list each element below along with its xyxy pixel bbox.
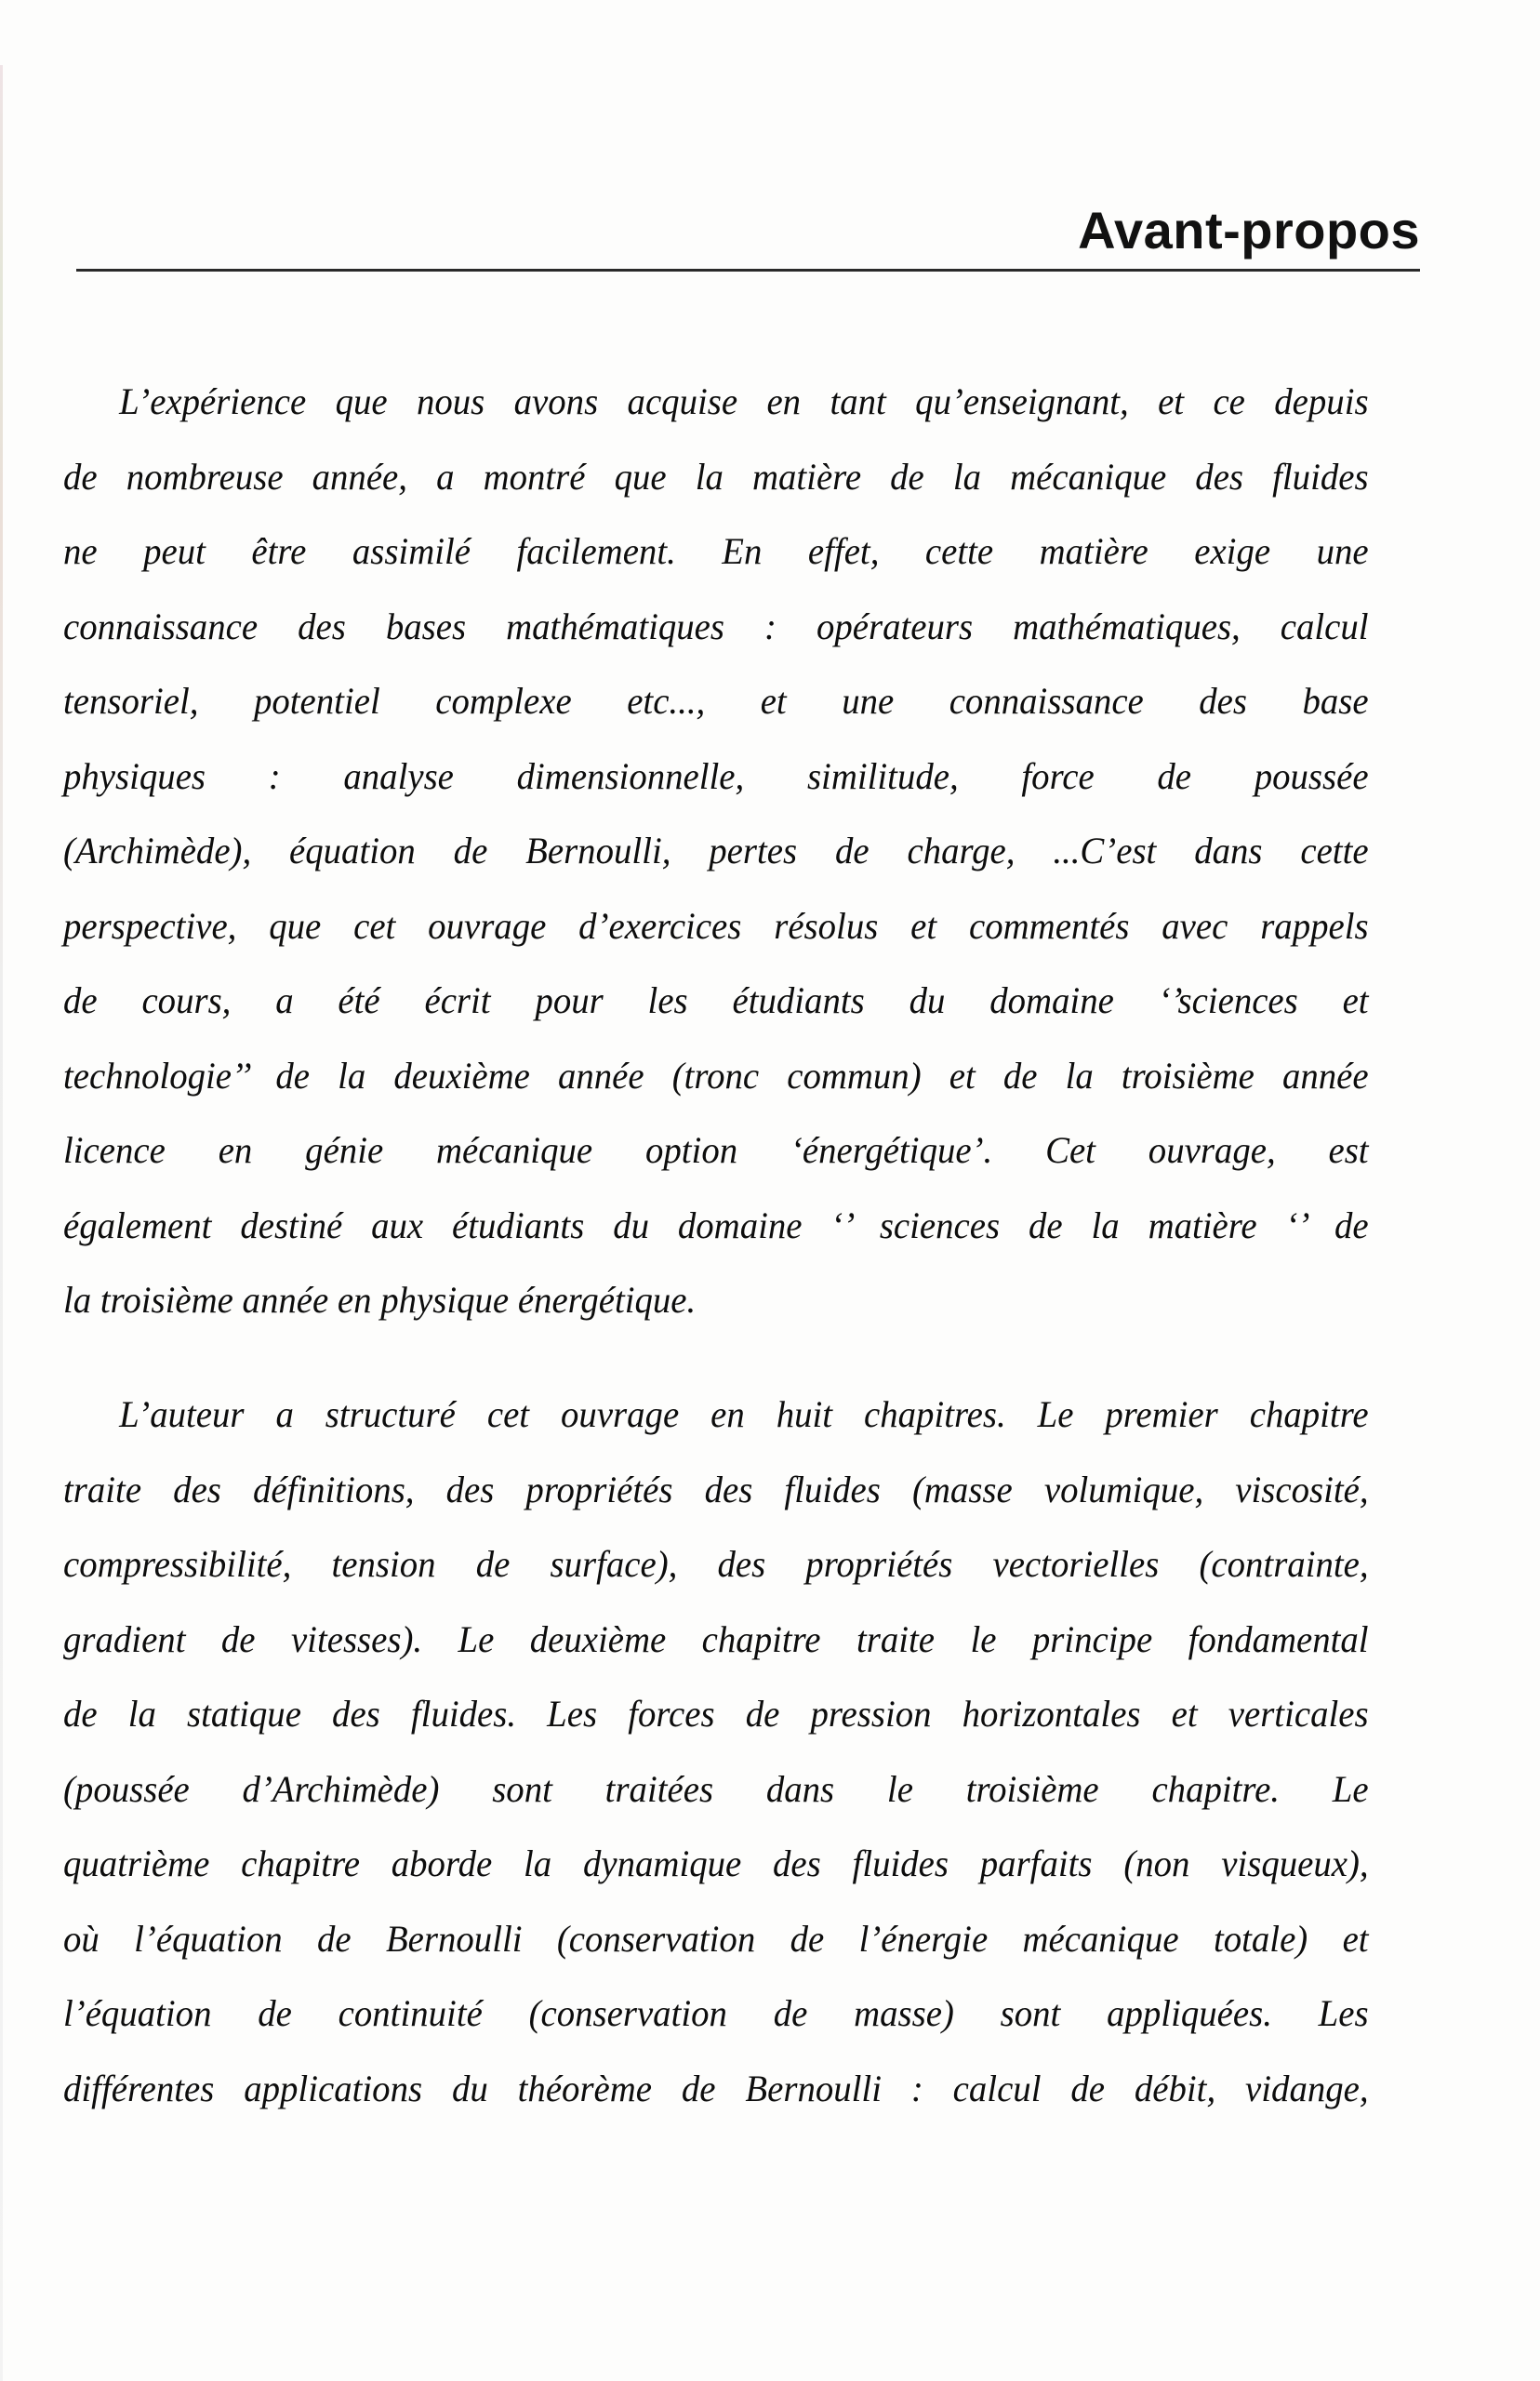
text-line: quatrième chapitre aborde la dynamique des fluides parfaits (non visqueux), — [63, 1842, 1369, 1884]
text-line: connaissance des bases mathématiques : opérateurs mathématiques, calcul — [63, 605, 1369, 647]
text-line: physiques : analyse dimensionnelle, similitude, force de poussée — [63, 754, 1369, 797]
text-line: compressibilité, tension de surface), des propriétés vectorielles (contrainte, — [63, 1543, 1369, 1585]
text-line: L’auteur a structuré cet ouvrage en huit chapitres. Le premier chapitre — [119, 1393, 1369, 1435]
text-line: de la statique des fluides. Les forces de pression horizontales et verticales — [63, 1693, 1369, 1735]
title-divider — [76, 269, 1420, 272]
text-line: gradient de vitesses). Le deuxième chapitre traite le principe fondamental — [63, 1617, 1369, 1660]
text-line: tensoriel, potentiel complexe etc..., et une connaissance des base — [63, 680, 1369, 722]
text-line: également destiné aux étudiants du domaine ‘’ sciences de la matière ‘’ de — [63, 1204, 1369, 1246]
text-line: licence en génie mécanique option ‘énergétique’. Cet ouvrage, est — [63, 1129, 1369, 1171]
paragraph-intro — [63, 376, 1369, 1350]
text-line: ne peut être assimilé facilement. En effet, cette matière exige une — [63, 530, 1369, 572]
text-line: (Archimède), équation de Bernoulli, pertes de charge, ...C’est dans cette — [63, 830, 1369, 871]
page-title: Avant-propos — [1078, 201, 1420, 259]
text-line: de cours, a été écrit pour les étudiants du domaine ‘’sciences et — [63, 979, 1369, 1021]
text-line: différentes applications du théorème de Bernoulli : calcul de débit, vidange, — [63, 2067, 1369, 2109]
page-header — [76, 186, 1420, 275]
scan-page-edge — [0, 65, 3, 2381]
text-line: la troisième année en physique énergétique. — [63, 1279, 697, 1321]
text-line: l’équation de continuité (conservation de masse) sont appliquées. Les — [63, 1992, 1369, 2034]
text-line: perspective, que cet ouvrage d’exercices résolus et commentés avec rappels — [63, 904, 1369, 947]
text-line: traite des définitions, des propriétés des fluides (masse volumique, viscosité, — [63, 1468, 1369, 1510]
text-line: de nombreuse année, a montré que la matière de la mécanique des fluides — [63, 455, 1369, 498]
text-line: technologie’’ de la deuxième année (tronc commun) et de la troisième année — [63, 1054, 1369, 1097]
text-line: L’expérience que nous avons acquise en tant qu’enseignant, et ce depuis — [119, 380, 1369, 422]
text-line: où l’équation de Bernoulli (conservation de l’énergie mécanique totale) et — [63, 1917, 1369, 1960]
paragraph-structure — [63, 1389, 1369, 2137]
text-line: (poussée d’Archimède) sont traitées dans le troisième chapitre. Le — [63, 1767, 1369, 1810]
